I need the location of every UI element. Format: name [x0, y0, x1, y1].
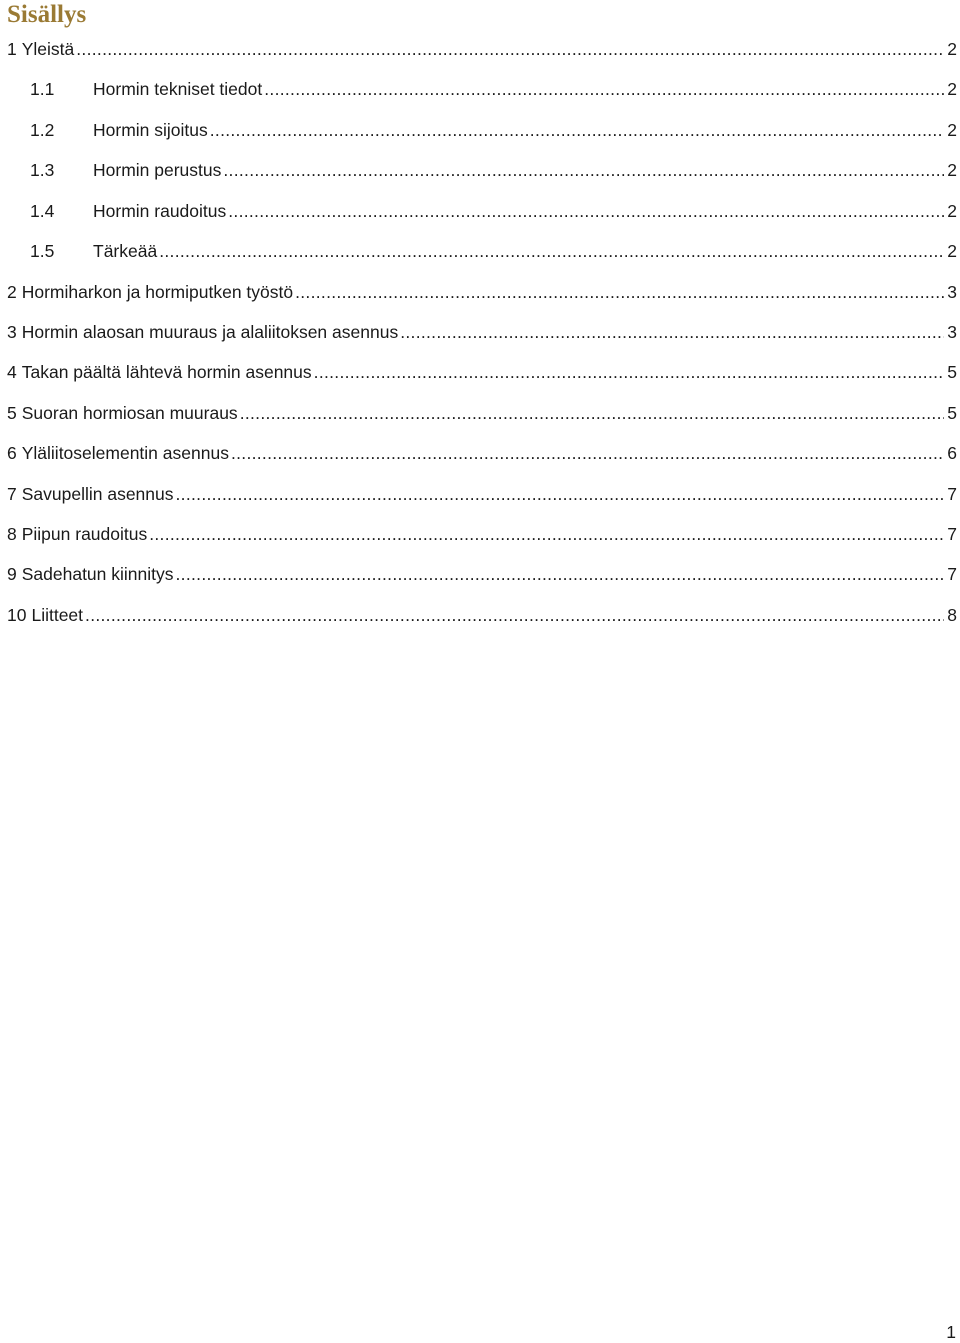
toc-dot-leader — [295, 280, 944, 304]
toc-entry-number: 4 — [7, 362, 17, 382]
toc-entry-7[interactable] — [7, 482, 957, 506]
toc-entry-label: Hormin raudoitus — [93, 201, 227, 221]
toc-dot-leader — [76, 37, 944, 61]
toc-entry-label: Tärkeää — [93, 241, 158, 261]
toc-entry-label: Takan päältä lähtevä hormin asennus — [21, 362, 312, 382]
toc-entry-page: 3 — [947, 282, 957, 302]
toc-entry-page: 2 — [947, 160, 957, 180]
page-number: 1 — [946, 1322, 956, 1342]
toc-entry-label: Piipun raudoitus — [21, 524, 148, 544]
toc-entry-1[interactable] — [7, 37, 957, 61]
toc-entry-page: 8 — [947, 605, 957, 625]
toc-entry-label: Savupellin asennus — [21, 484, 174, 504]
toc-entry-1-2[interactable] — [30, 118, 957, 142]
toc-entry-number: 9 — [7, 564, 17, 584]
toc-dot-leader — [210, 118, 945, 142]
toc-dot-leader — [85, 603, 944, 627]
toc-entry-page: 3 — [947, 322, 957, 342]
toc-dot-leader — [159, 239, 944, 263]
toc-entry-page: 2 — [947, 201, 957, 221]
toc-entry-page: 7 — [947, 524, 957, 544]
toc-entry-number: 5 — [7, 403, 17, 423]
toc-entry-1-5[interactable] — [30, 239, 957, 263]
toc-entry-1-4[interactable] — [30, 199, 957, 223]
toc-entry-page: 2 — [947, 120, 957, 140]
toc-entry-label: Hormin alaosan muuraus ja alaliitoksen asennus — [21, 322, 399, 342]
toc-entry-number: 1.1 — [30, 79, 55, 99]
toc-entry-number: 3 — [7, 322, 17, 342]
toc-entry-label: Hormin tekniset tiedot — [93, 79, 263, 99]
toc-dot-leader — [176, 482, 945, 506]
toc-entry-2[interactable] — [7, 280, 957, 304]
toc-entry-page: 7 — [947, 564, 957, 584]
table-of-contents — [0, 0, 960, 640]
toc-entry-page: 6 — [947, 443, 957, 463]
toc-entry-10[interactable] — [7, 603, 957, 627]
toc-entry-number: 8 — [7, 524, 17, 544]
toc-entry-label: Hormin perustus — [93, 160, 222, 180]
toc-dot-leader — [231, 441, 944, 465]
page-title: Sisällys — [7, 1, 87, 28]
toc-entry-number: 1 — [7, 39, 17, 59]
toc-dot-leader — [400, 320, 944, 344]
toc-entry-1-3[interactable] — [30, 158, 957, 182]
toc-dot-leader — [314, 360, 945, 384]
toc-entry-6[interactable] — [7, 441, 957, 465]
toc-entry-number: 7 — [7, 484, 17, 504]
toc-entry-number: 1.4 — [30, 201, 55, 221]
toc-entry-label: Hormin sijoitus — [93, 120, 208, 140]
toc-entry-page: 2 — [947, 241, 957, 261]
toc-entry-page: 7 — [947, 484, 957, 504]
toc-entry-8[interactable] — [7, 522, 957, 546]
toc-entry-number: 2 — [7, 282, 17, 302]
toc-dot-leader — [228, 199, 944, 223]
toc-entry-page: 5 — [947, 362, 957, 382]
toc-entry-page: 2 — [947, 39, 957, 59]
toc-entry-5[interactable] — [7, 401, 957, 425]
toc-entry-page: 5 — [947, 403, 957, 423]
toc-entry-label: Sadehatun kiinnitys — [21, 564, 174, 584]
toc-dot-leader — [240, 401, 945, 425]
toc-entry-4[interactable] — [7, 360, 957, 384]
toc-entry-label: Hormiharkon ja hormiputken työstö — [21, 282, 294, 302]
toc-dot-leader — [264, 77, 944, 101]
toc-entry-label: Suoran hormiosan muuraus — [21, 403, 238, 423]
toc-entry-number: 1.5 — [30, 241, 55, 261]
toc-dot-leader — [223, 158, 944, 182]
toc-entry-9[interactable] — [7, 562, 957, 586]
toc-entry-label: Yleistä — [21, 39, 75, 59]
toc-entry-number: 1.2 — [30, 120, 55, 140]
toc-entry-number: 10 — [7, 605, 27, 625]
toc-entry-3[interactable] — [7, 320, 957, 344]
toc-entry-number: 6 — [7, 443, 17, 463]
toc-dot-leader — [149, 522, 944, 546]
toc-entry-label: Yläliitoselementin asennus — [21, 443, 229, 463]
toc-dot-leader — [176, 562, 945, 586]
toc-entry-1-1[interactable] — [30, 77, 957, 101]
toc-entry-page: 2 — [947, 79, 957, 99]
toc-entry-label: Liitteet — [31, 605, 84, 625]
toc-entry-number: 1.3 — [30, 160, 55, 180]
